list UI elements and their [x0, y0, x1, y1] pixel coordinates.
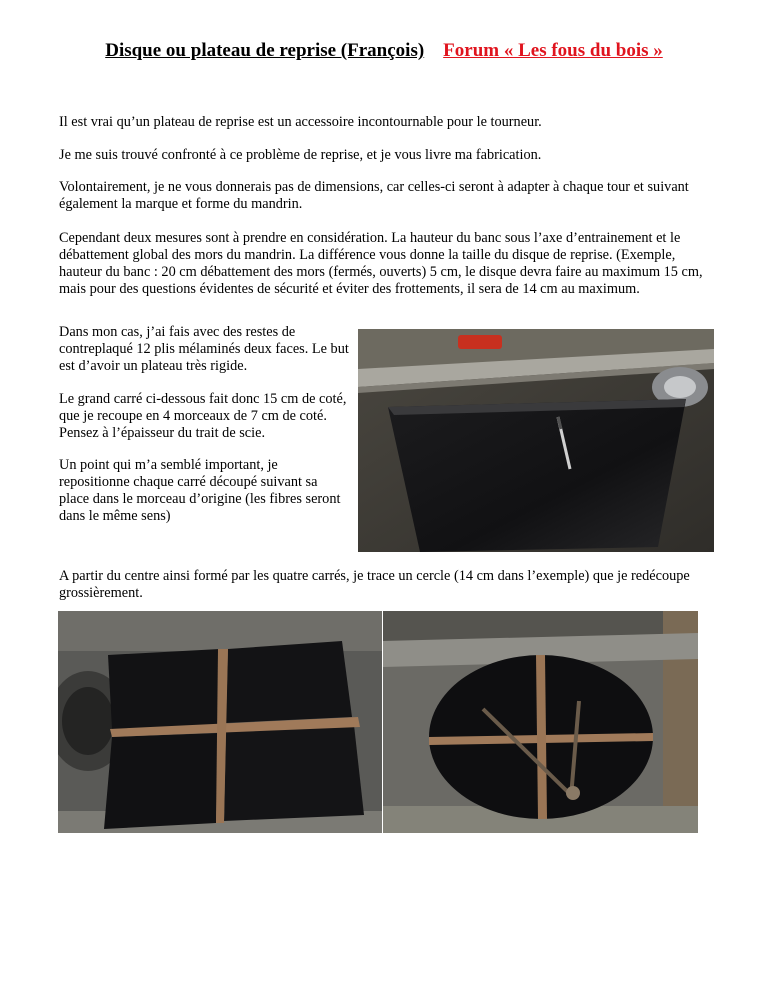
- page-title: [0, 40, 768, 62]
- paragraph-7: Un point qui m’a semblé important, je repositionne chaque carré découpé suivant sa place dans le morceau d’origine (les fibres seront dans le même sens): [59, 457, 341, 524]
- paragraph-5: Dans mon cas, j’ai fais avec des restes de contreplaqué 12 plis mélaminés deux faces. Le but est d’avoir un plateau très rigide.: [59, 324, 349, 374]
- paragraph-2: Je me suis trouvé confronté à ce problème de reprise, et je vous livre ma fabrication.: [59, 147, 542, 163]
- photo-circle-traced: [383, 611, 698, 833]
- title-main: Disque ou plateau de reprise (François): [105, 40, 425, 61]
- photo-four-squares: [58, 611, 382, 833]
- paragraph-8: A partir du centre ainsi formé par les quatre carrés, je trace un cercle (14 cm dans l’exemple) que je redécoupe grossièrement.: [59, 568, 690, 601]
- paragraph-4: Cependant deux mesures sont à prendre en considération. La hauteur du banc sous l’axe d’entrainement et le débattement global des mors du mandrin. La différence vous donne la taille du disque de reprise. (Exemple, hauteur du banc : 20 cm débattement des mors (fermés, ouverts) 5 cm, le disque devra faire au maximum 15 cm, mais pour des questions évidentes de sécurité et éviter des frottements, il sera de 14 cm au maximum.: [59, 230, 703, 297]
- paragraph-6: Le grand carré ci-dessous fait donc 15 cm de coté, que je recoupe en 4 morceaux de 7 cm de coté. Pensez à l’épaisseur du trait de scie.: [59, 391, 347, 441]
- title-forum: Forum « Les fous du bois »: [443, 40, 663, 61]
- paragraph-3: Volontairement, je ne vous donnerais pas de dimensions, car celles-ci seront à adapter à chaque tour et suivant également la marque et forme du mandrin.: [59, 179, 689, 212]
- photo-square-board: [358, 329, 714, 552]
- paragraph-1: Il est vrai qu’un plateau de reprise est un accessoire incontournable pour le tourneur.: [59, 114, 542, 130]
